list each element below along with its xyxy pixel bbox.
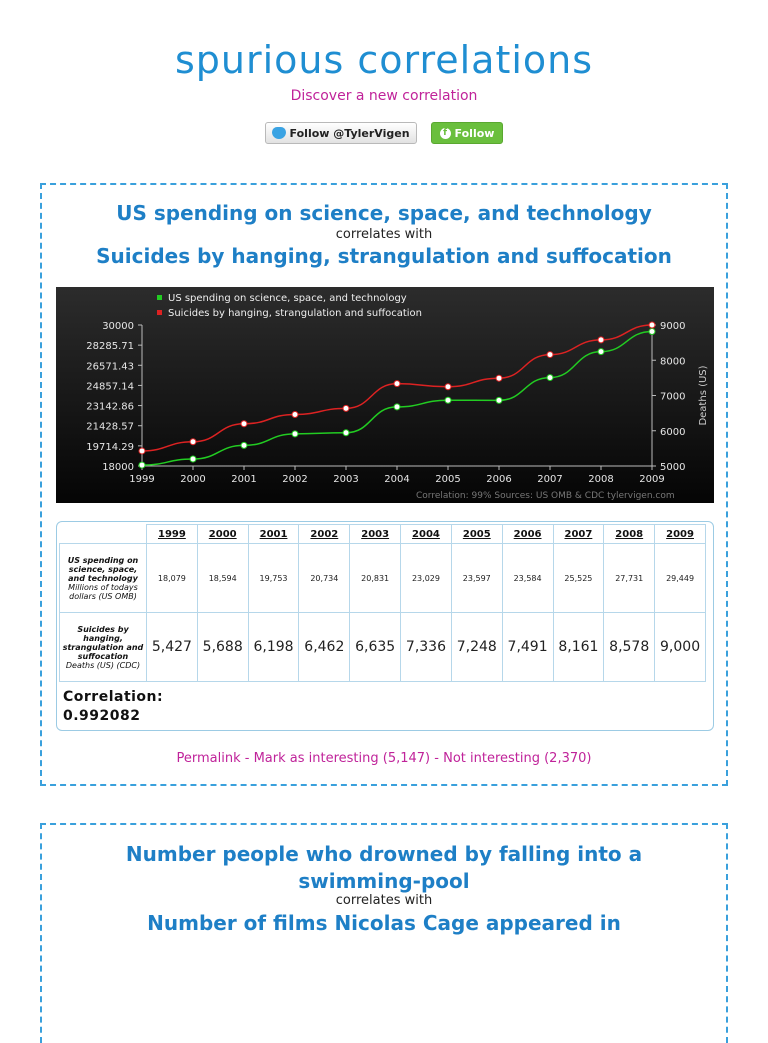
separator: - [240,751,254,766]
correlates-with-text: correlates with [335,227,433,242]
row-label-bold: Suicides by hanging, strangulation and suffocation [62,624,144,661]
y-left-tick-label: 21428.57 [86,421,134,433]
chart-svg [56,287,714,503]
x-tick-label: 2002 [282,474,308,485]
legend-label: Suicides by hanging, strangulation and suffocation [168,308,423,319]
x-tick-label: 2001 [231,474,257,485]
year-header-cell: 2003 [350,525,401,544]
series-point-2 [445,384,451,390]
correlation-card-2 [40,823,728,1043]
series-point-1 [292,431,298,437]
table-cell: 20,831 [350,544,401,613]
series-point-2 [394,381,400,387]
correlates-with-text: correlates with [335,893,433,908]
y-left-tick-label: 23142.86 [86,401,134,413]
data-table [59,524,706,682]
year-header-cell: 1999 [147,525,198,544]
series-point-1 [649,328,655,334]
series-point-2 [139,448,145,454]
series-line-2 [142,325,652,451]
correlation-number: 0.992082 [63,708,141,724]
y-left-tick-label: 18000 [102,462,134,473]
series-point-1 [241,442,247,448]
series-point-1 [598,349,604,355]
y-right-tick-label: 8000 [660,356,686,368]
x-tick-label: 2004 [384,474,410,485]
variable-a-title[interactable]: Number people who drowned by falling into a swimming-pool [125,842,643,893]
x-tick-label: 2008 [588,474,614,485]
y-left-tick-label: 24857.14 [86,381,134,393]
x-tick-label: 2003 [333,474,359,485]
series-point-1 [139,462,145,468]
series-point-1 [547,375,553,381]
year-header-cell: 2005 [451,525,502,544]
x-tick-label: 1999 [129,474,155,485]
follow-buttons [0,122,768,144]
series-point-1 [394,404,400,410]
twitter-bird-icon [272,127,286,139]
feedly-follow-label: Follow [454,126,495,140]
data-table-wrap [56,521,714,731]
year-header-cell: 2007 [553,525,604,544]
table-cell: 23,584 [502,544,553,613]
variable-b-title[interactable]: Number of films Nicolas Cage appeared in [147,911,621,935]
y-right-tick-label: 5000 [660,462,686,473]
table-cell: 8,578 [604,613,655,682]
row-label-unit: Millions of todays dollars (US OMB) [68,582,138,601]
year-header-cell: 2002 [299,525,350,544]
x-tick-label: 2007 [537,474,563,485]
series-point-2 [649,322,655,328]
table-cell: 29,449 [655,544,706,613]
twitter-follow-button[interactable] [265,122,417,144]
year-header-cell: 2009 [655,525,706,544]
table-cell: 20,734 [299,544,350,613]
y-right-axis-label: Deaths (US) [698,365,709,426]
table-cell: 6,198 [248,613,299,682]
series-line-1 [142,331,652,465]
y-right-tick-label: 9000 [660,321,686,332]
year-header-cell: 2000 [197,525,248,544]
series-point-2 [292,411,298,417]
table-cell: 5,427 [147,613,198,682]
permalink-link[interactable]: Permalink [176,751,241,766]
series-point-2 [598,337,604,343]
table-cell: 7,336 [401,613,452,682]
row-label-unit: Deaths (US) (CDC) [65,660,141,670]
legend-swatch [157,310,162,315]
row-label-bold: US spending on science, space, and technology [67,555,139,583]
table-row [60,544,706,613]
table-cell: 6,462 [299,613,350,682]
correlation-chart [56,287,714,503]
table-cell: 23,029 [401,544,452,613]
discover-link[interactable]: Discover a new correlation [290,88,478,104]
correlation-value [63,688,163,726]
series-point-2 [241,421,247,427]
legend-swatch [157,295,162,300]
correlation-label: Correlation: [63,689,164,705]
series-point-2 [190,439,196,445]
chart-footer: Correlation: 99% Sources: US OMB & CDC tylervigen.com [416,491,675,501]
series-point-1 [496,397,502,403]
series-point-1 [343,430,349,436]
y-left-tick-label: 28285.71 [86,341,134,353]
feedly-icon: f [440,128,451,139]
series-point-2 [343,405,349,411]
year-header-row [60,525,706,544]
variable-a-title[interactable]: US spending on science, space, and technology [116,201,652,225]
table-cell: 23,597 [451,544,502,613]
table-cell: 8,161 [553,613,604,682]
row-label-suicides [60,613,147,682]
y-left-tick-label: 19714.29 [86,441,134,453]
y-right-tick-label: 7000 [660,391,686,403]
mark-interesting-link[interactable]: Mark as interesting (5,147) [253,751,431,766]
table-cell: 7,248 [451,613,502,682]
table-row [60,613,706,682]
table-cell: 7,491 [502,613,553,682]
separator: - [430,751,444,766]
table-cell: 5,688 [197,613,248,682]
x-tick-label: 2000 [180,474,206,485]
series-point-1 [190,456,196,462]
table-cell: 18,079 [147,544,198,613]
y-right-tick-label: 6000 [660,426,686,438]
table-cell: 9,000 [655,613,706,682]
row-label-spending [60,544,147,613]
table-cell: 27,731 [604,544,655,613]
site-title[interactable]: spurious correlations [174,38,594,82]
not-interesting-link[interactable]: Not interesting (2,370) [443,751,592,766]
y-left-tick-label: 30000 [102,321,134,332]
x-tick-label: 2009 [639,474,665,485]
variable-b-title[interactable]: Suicides by hanging, strangulation and suffocation [96,244,672,268]
year-header-cell: 2004 [401,525,452,544]
table-cell: 19,753 [248,544,299,613]
corner-cell [60,525,147,544]
year-header-cell: 2006 [502,525,553,544]
correlation-card-1 [40,183,728,786]
y-left-tick-label: 26571.43 [86,361,134,373]
year-header-cell: 2008 [604,525,655,544]
series-point-2 [547,352,553,358]
table-cell: 25,525 [553,544,604,613]
x-tick-label: 2006 [486,474,512,485]
table-cell: 6,635 [350,613,401,682]
feedly-follow-button[interactable] [431,122,504,144]
legend-label: US spending on science, space, and technology [168,293,407,304]
series-point-1 [445,397,451,403]
series-point-2 [496,375,502,381]
table-cell: 18,594 [197,544,248,613]
x-tick-label: 2005 [435,474,461,485]
year-header-cell: 2001 [248,525,299,544]
twitter-follow-label: Follow @TylerVigen [289,126,410,140]
card-actions [42,751,726,766]
